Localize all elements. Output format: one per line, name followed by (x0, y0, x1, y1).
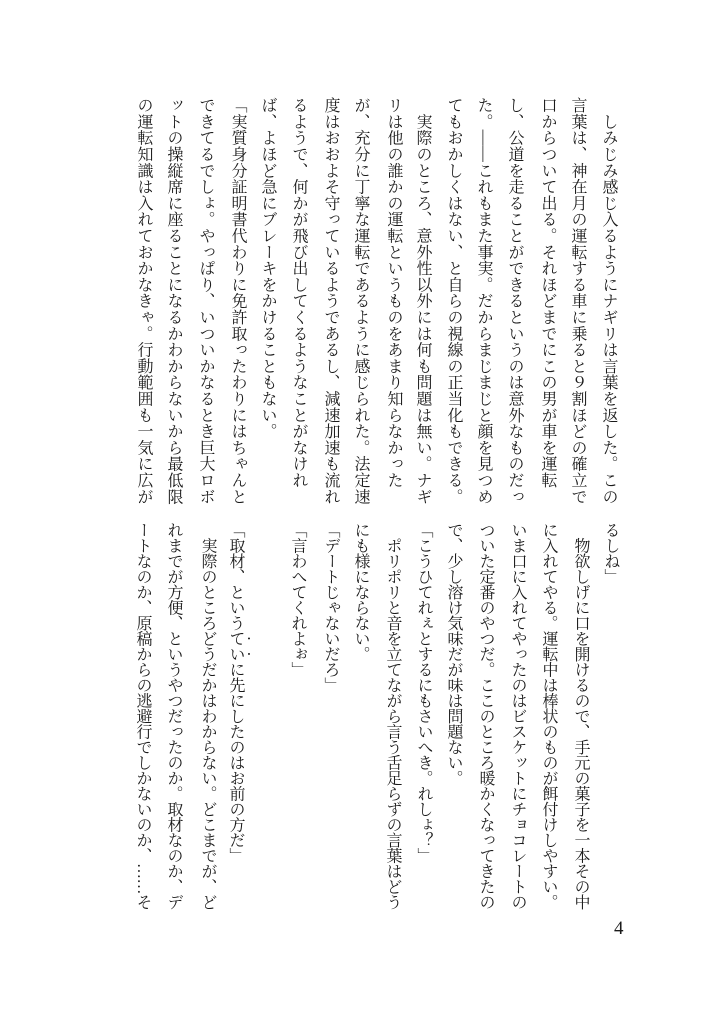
text-column: れまでが方便、というやつだったのか。取材なのか、デ (165, 522, 182, 910)
text-column: ポリポリと音を立てながら言う舌足らずの言葉はどう (384, 522, 401, 910)
text-column: 実際のところどうだかはわからない。どこまでが、ど (199, 522, 216, 910)
text-column: 物欲しげに口を開けるので、手元の菓子を一本その中 (572, 522, 589, 910)
text-column-emphasis (227, 522, 253, 863)
text-column: 実際のところ、意外性以外には何も問題は無い。ナギ (414, 97, 431, 505)
text-column: で、少し溶け気味だが味は問題ない。 (445, 522, 462, 786)
text-column: いま口に入れてやったのはビスケットにチョコレートの (509, 522, 526, 910)
text-column: の運転知識は入れておかなきゃ。行動範囲も一気に広が (135, 97, 152, 505)
text-column: が、充分に丁寧な運転であるように感じられた。法定速 (352, 97, 369, 505)
text-column: 「実質身分証明書代わりに免許取ったわりにはちゃんと (229, 97, 246, 505)
text-column: ば、よほど急にブレーキをかけることもない。 (259, 97, 276, 440)
text-column: 「言わへてくれよぉ」 (289, 522, 306, 677)
emphasized-text: てい (227, 630, 244, 662)
text-column: リは他の誰かの運転というものをあまり知らなかった (385, 97, 402, 489)
text-column: 言葉は、神在月の運転する車に乗ると９割ほどの確立で (569, 97, 586, 505)
page-number: 4 (614, 918, 624, 939)
text-column: 「デートじゃないだろ」 (322, 522, 339, 693)
text-column: 「こうひてれぇとするにもさいへき。れしょ？」 (415, 522, 432, 863)
text-column: てもおかしくはない、と自らの視線の正当化もできる。 (445, 97, 462, 505)
text-segment: 「取材、という (227, 522, 244, 631)
text-column: 口からついて出る。それほどまでにこの男が車を運転 (539, 97, 556, 489)
text-column: るようで、何かが飛び出してくるようなことがなけれ (290, 97, 307, 489)
text-column: 度はおおよそ守っているようであるし、減速加速も流れ (322, 97, 339, 505)
text-column: しみじみ感じ入るようにナギリは言葉を返した。この (600, 97, 617, 505)
text-column: ついた定番のやつだ。ここのところ暖かくなってきたの (477, 522, 494, 910)
text-column: し、公道を走ることができるというのは意外なものだっ (506, 97, 523, 505)
text-segment: に先にしたのはお前の方だ」 (227, 661, 244, 863)
text-column: た。――これもまた事実。だからまじまじと顔を見つめ (475, 97, 492, 505)
text-column: ットの操縦席に座ることになるかわからないから最低限 (165, 97, 182, 505)
text-column: るしね」 (602, 522, 619, 584)
text-column: にも様にならない。 (352, 522, 369, 662)
text-column: ートなのか、原稿からの逃避行でしかないのか、……そ (134, 522, 151, 910)
text-column: できてるでしょ。やっぱり、いついかなるとき巨大ロボ (197, 97, 214, 505)
text-column: に入れてやる。運転中は棒状のものが餌付けしやすい。 (540, 522, 557, 910)
